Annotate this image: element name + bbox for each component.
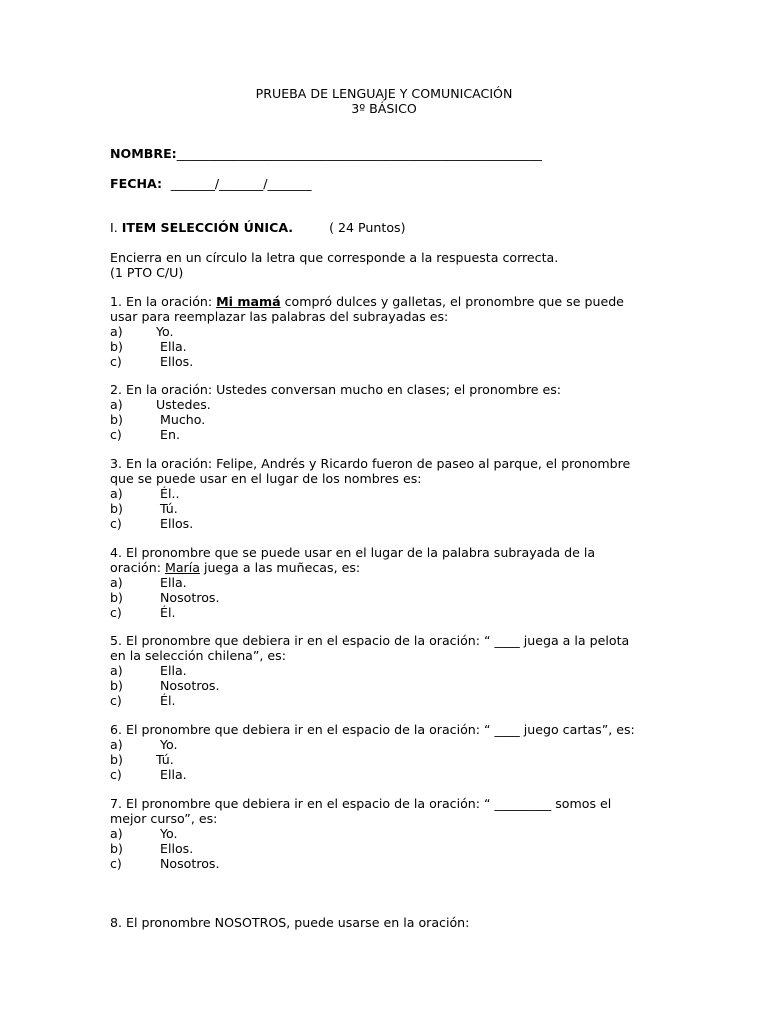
- question-text: 8. El pronombre NOSOTROS, puede usarse en la oración:: [110, 915, 470, 930]
- name-blank: __________________________________________________________: [176, 146, 542, 161]
- question-text: 6. El pronombre que debiera ir en el espacio de la oración: “ ____ juego cartas”, es:: [110, 722, 635, 737]
- question-text: en la selección chilena”, es:: [110, 648, 286, 663]
- question-text: 7. El pronombre que debiera ir en el espacio de la oración: “ _________ somos el: [110, 796, 612, 811]
- option-c[interactable]: c) En.: [110, 427, 180, 442]
- option-a[interactable]: a) Ustedes.: [110, 397, 211, 412]
- option-c[interactable]: c) Él.: [110, 693, 176, 708]
- document-title: PRUEBA DE LENGUAJE Y COMUNICACIÓN: [255, 86, 513, 101]
- question-7: [110, 796, 670, 871]
- document-subtitle: 3º BÁSICO: [351, 101, 417, 116]
- question-text: 1. En la oración:: [110, 294, 217, 309]
- question-text: 2. En la oración: Ustedes conversan mucho en clases; el pronombre es:: [110, 382, 562, 397]
- section-number: I.: [110, 220, 118, 235]
- name-label: NOMBRE:: [110, 146, 177, 161]
- question-3: [110, 456, 670, 531]
- instruction-points: (1 PTO C/U): [110, 265, 184, 280]
- name-field: [110, 146, 542, 161]
- date-blank: _______/_______/_______: [170, 176, 312, 191]
- question-text: usar para reemplazar las palabras del subrayadas es:: [110, 309, 449, 324]
- question-text: mejor curso”, es:: [110, 811, 218, 826]
- question-text: compró dulces y galletas, el pronombre que se puede: [280, 294, 624, 309]
- date-field: [110, 176, 312, 191]
- question-6: [110, 722, 670, 782]
- question-1: [110, 294, 670, 369]
- underlined-phrase: Mi mamá: [216, 294, 281, 309]
- option-c[interactable]: c) Ellos.: [110, 354, 194, 369]
- option-a[interactable]: a) Yo.: [110, 324, 174, 339]
- section-heading: [110, 220, 670, 235]
- question-8: [110, 915, 670, 930]
- option-a[interactable]: a) Yo.: [110, 826, 178, 841]
- option-b[interactable]: b) Mucho.: [110, 412, 206, 427]
- option-a[interactable]: a) Yo.: [110, 737, 178, 752]
- option-b[interactable]: b) Tú.: [110, 501, 178, 516]
- option-b[interactable]: b) Ella.: [110, 339, 187, 354]
- option-c[interactable]: c) Nosotros.: [110, 856, 220, 871]
- option-c[interactable]: c) Él.: [110, 605, 176, 620]
- option-a[interactable]: a) Ella.: [110, 663, 187, 678]
- date-label: FECHA:: [110, 176, 163, 191]
- option-a[interactable]: a) Ella.: [110, 575, 187, 590]
- question-text: 3. En la oración: Felipe, Andrés y Ricardo fueron de paseo al parque, el pronombre: [110, 456, 631, 471]
- option-b[interactable]: b) Tú.: [110, 752, 174, 767]
- question-4: [110, 545, 670, 620]
- document-header: [0, 86, 768, 116]
- option-c[interactable]: c) Ella.: [110, 767, 187, 782]
- option-a[interactable]: a) Él..: [110, 486, 180, 501]
- question-text: 5. El pronombre que debiera ir en el espacio de la oración: “ ____ juega a la pelota: [110, 633, 630, 648]
- question-text: 4. El pronombre que se puede usar en el lugar de la palabra subrayada de la: [110, 545, 596, 560]
- question-2: [110, 382, 670, 442]
- option-b[interactable]: b) Nosotros.: [110, 678, 220, 693]
- question-text: oración:: [110, 560, 165, 575]
- question-text: que se puede usar en el lugar de los nombres es:: [110, 471, 422, 486]
- question-text: juega a las muñecas, es:: [199, 560, 361, 575]
- section-title: ITEM SELECCIÓN ÚNICA.: [121, 220, 294, 235]
- option-b[interactable]: b) Nosotros.: [110, 590, 220, 605]
- question-5: [110, 633, 670, 708]
- section-points: ( 24 Puntos): [329, 220, 406, 235]
- option-c[interactable]: c) Ellos.: [110, 516, 194, 531]
- instruction-line: Encierra en un círculo la letra que corresponde a la respuesta correcta.: [110, 250, 559, 265]
- underlined-word: María: [164, 560, 200, 575]
- option-b[interactable]: b) Ellos.: [110, 841, 194, 856]
- section-instructions: [110, 250, 670, 280]
